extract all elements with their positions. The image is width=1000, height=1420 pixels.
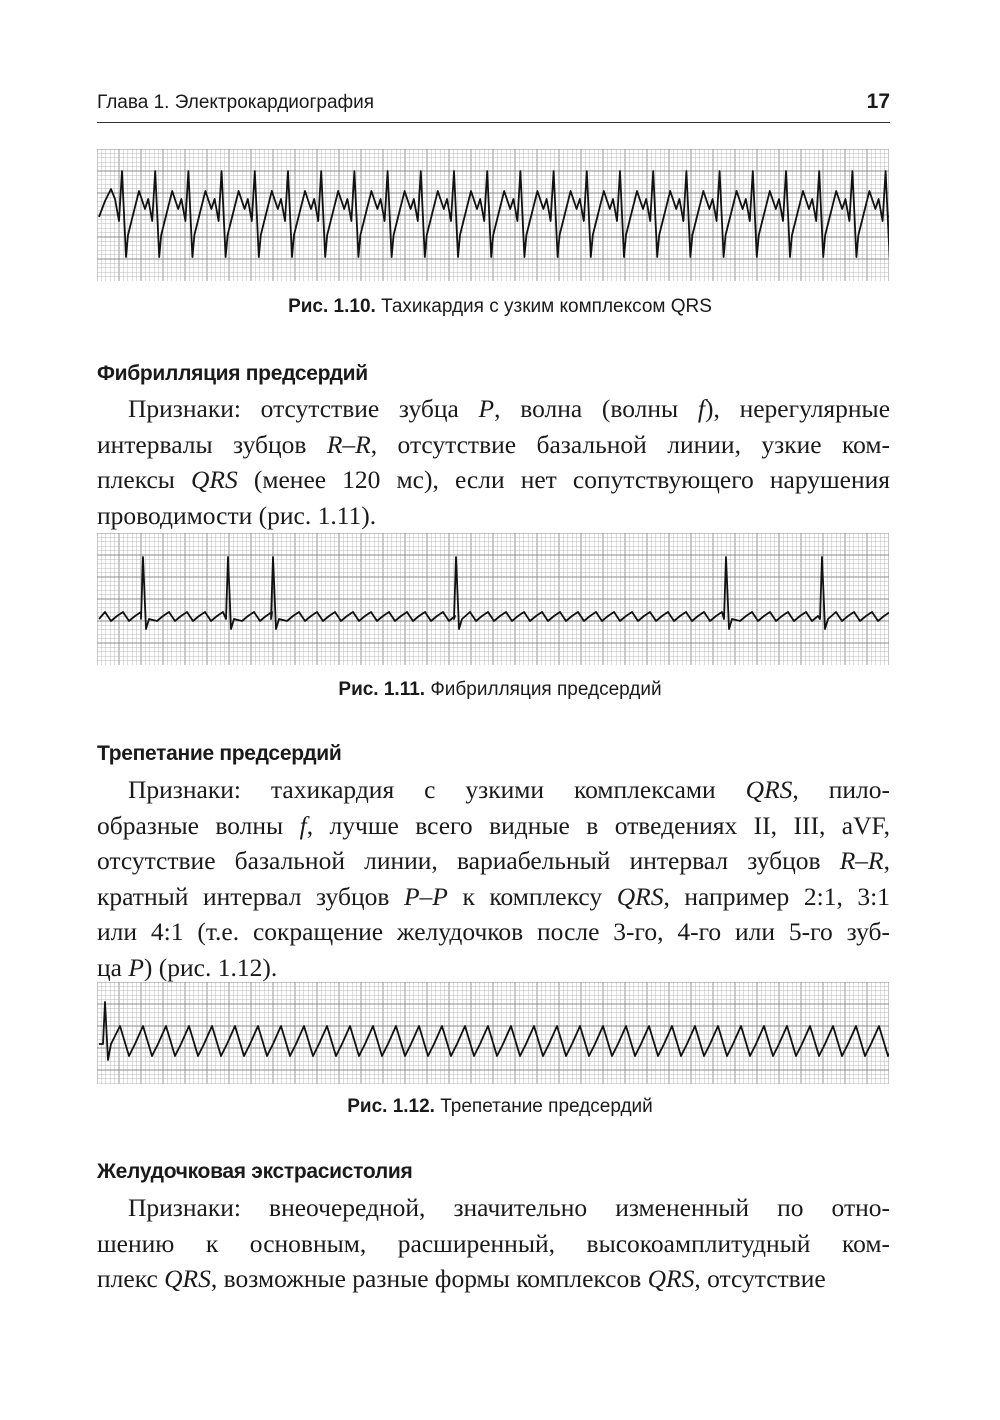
- text-run: к комплексу: [447, 881, 617, 911]
- italic-term: P: [128, 952, 144, 982]
- italic-term: P–P: [403, 881, 448, 911]
- text-run: , отсутствие базальной линии, узкие ком-: [370, 429, 890, 459]
- text-line: [97, 391, 890, 427]
- text-run: проводимости (рис. 1.11).: [97, 500, 377, 530]
- text-run: , пило-: [792, 775, 890, 804]
- text-run: шению к основным, расширенный, высокоамплитудный ком-: [97, 1228, 890, 1258]
- italic-term: QRS: [164, 1264, 211, 1293]
- text-line: [97, 914, 890, 950]
- ecg-flutter-svg: [97, 982, 889, 1084]
- section-text-afib: [97, 391, 890, 533]
- section-heading-flutter: Трепетание предсердий: [97, 742, 342, 765]
- text-line: [97, 427, 890, 463]
- figure-title: Тахикардия с узким комплексом QRS: [381, 296, 712, 317]
- text-line: [97, 772, 890, 808]
- text-run: ), нерегулярные: [705, 394, 891, 423]
- text-line: [97, 1190, 890, 1226]
- text-run: или 4:1 (т.е. сокращение желудочков после 3-го, 4-го или 5-го зуб-: [97, 917, 890, 946]
- text-run: , отсутствие: [694, 1264, 826, 1293]
- text-run: образные волны: [97, 810, 300, 840]
- ecg-strip-flutter: [97, 982, 889, 1084]
- italic-term: QRS: [616, 881, 664, 911]
- chapter-title: Глава 1. Электрокардиография: [97, 92, 375, 113]
- text-run: кратный интервал зубцов: [97, 881, 404, 911]
- ecg-afib-svg: [97, 533, 889, 665]
- text-line: [97, 950, 890, 986]
- text-run: ,: [883, 846, 890, 875]
- italic-term: P: [478, 394, 495, 423]
- text-run: , возможные разные формы комплексов: [210, 1264, 648, 1293]
- text-line: [97, 1226, 890, 1262]
- figure-label: Рис. 1.10.: [288, 296, 376, 317]
- italic-term: QRS: [191, 465, 238, 494]
- figure-caption-1-11: [0, 679, 1000, 701]
- figure-caption-1-12: [0, 1096, 1000, 1118]
- ecg-trace: [99, 557, 889, 629]
- text-run: (менее 120 мс), если нет сопутствующего нарушения: [237, 465, 890, 494]
- text-run: плексы: [97, 465, 191, 494]
- figure-title: Трепетание предсердий: [440, 1096, 653, 1117]
- ecg-grid: [97, 982, 889, 1084]
- italic-term: R–R: [326, 429, 371, 459]
- ecg-trace: [99, 1002, 889, 1060]
- italic-term: R–R: [839, 846, 884, 875]
- text-line: [97, 498, 890, 534]
- italic-term: f: [299, 810, 307, 840]
- text-line: [97, 843, 890, 879]
- text-run: , лучше всего видные в отведениях II, III, aVF,: [306, 810, 890, 840]
- ecg-trace: [99, 171, 889, 257]
- text-run: , волна (волны: [494, 394, 698, 423]
- ecg-grid: [97, 533, 889, 665]
- text-run: Признаки: внеочередной, значительно измененный по отно-: [128, 1193, 890, 1222]
- section-heading-pvc: Желудочковая экстрасистолия: [97, 1160, 413, 1183]
- figure-title: Фибрилляция предсердий: [430, 679, 662, 700]
- text-run: Признаки: отсутствие зубца: [128, 394, 479, 423]
- text-run: Признаки: тахикардия с узкими комплексами: [128, 775, 746, 804]
- figure-label: Рис. 1.12.: [347, 1096, 435, 1117]
- figure-caption-1-10: [0, 296, 1000, 318]
- text-run: отсутствие базальной линии, вариабельный интервал зубцов: [97, 846, 840, 875]
- italic-term: f: [697, 394, 705, 423]
- italic-term: QRS: [647, 1264, 695, 1293]
- text-line: [97, 1261, 890, 1297]
- text-line: [97, 462, 890, 498]
- text-run: ) (рис. 1.12).: [143, 952, 278, 982]
- text-run: плекс: [97, 1264, 165, 1293]
- text-line: [97, 879, 890, 915]
- section-heading-afib: Фибрилляция предсердий: [97, 362, 368, 385]
- ecg-tachycardia-svg: [97, 149, 889, 281]
- text-run: ца: [97, 952, 129, 982]
- text-run: интервалы зубцов: [97, 429, 327, 459]
- running-head: [97, 88, 890, 123]
- ecg-grid: [97, 149, 889, 281]
- section-text-pvc: [97, 1190, 890, 1297]
- text-line: [97, 808, 890, 844]
- section-text-flutter: [97, 772, 890, 985]
- ecg-strip-tachycardia: [97, 149, 889, 281]
- page-number: 17: [866, 90, 890, 113]
- text-run: , например 2:1, 3:1: [663, 881, 891, 911]
- italic-term: QRS: [745, 775, 793, 804]
- ecg-strip-afib: [97, 533, 889, 665]
- figure-label: Рис. 1.11.: [338, 679, 426, 700]
